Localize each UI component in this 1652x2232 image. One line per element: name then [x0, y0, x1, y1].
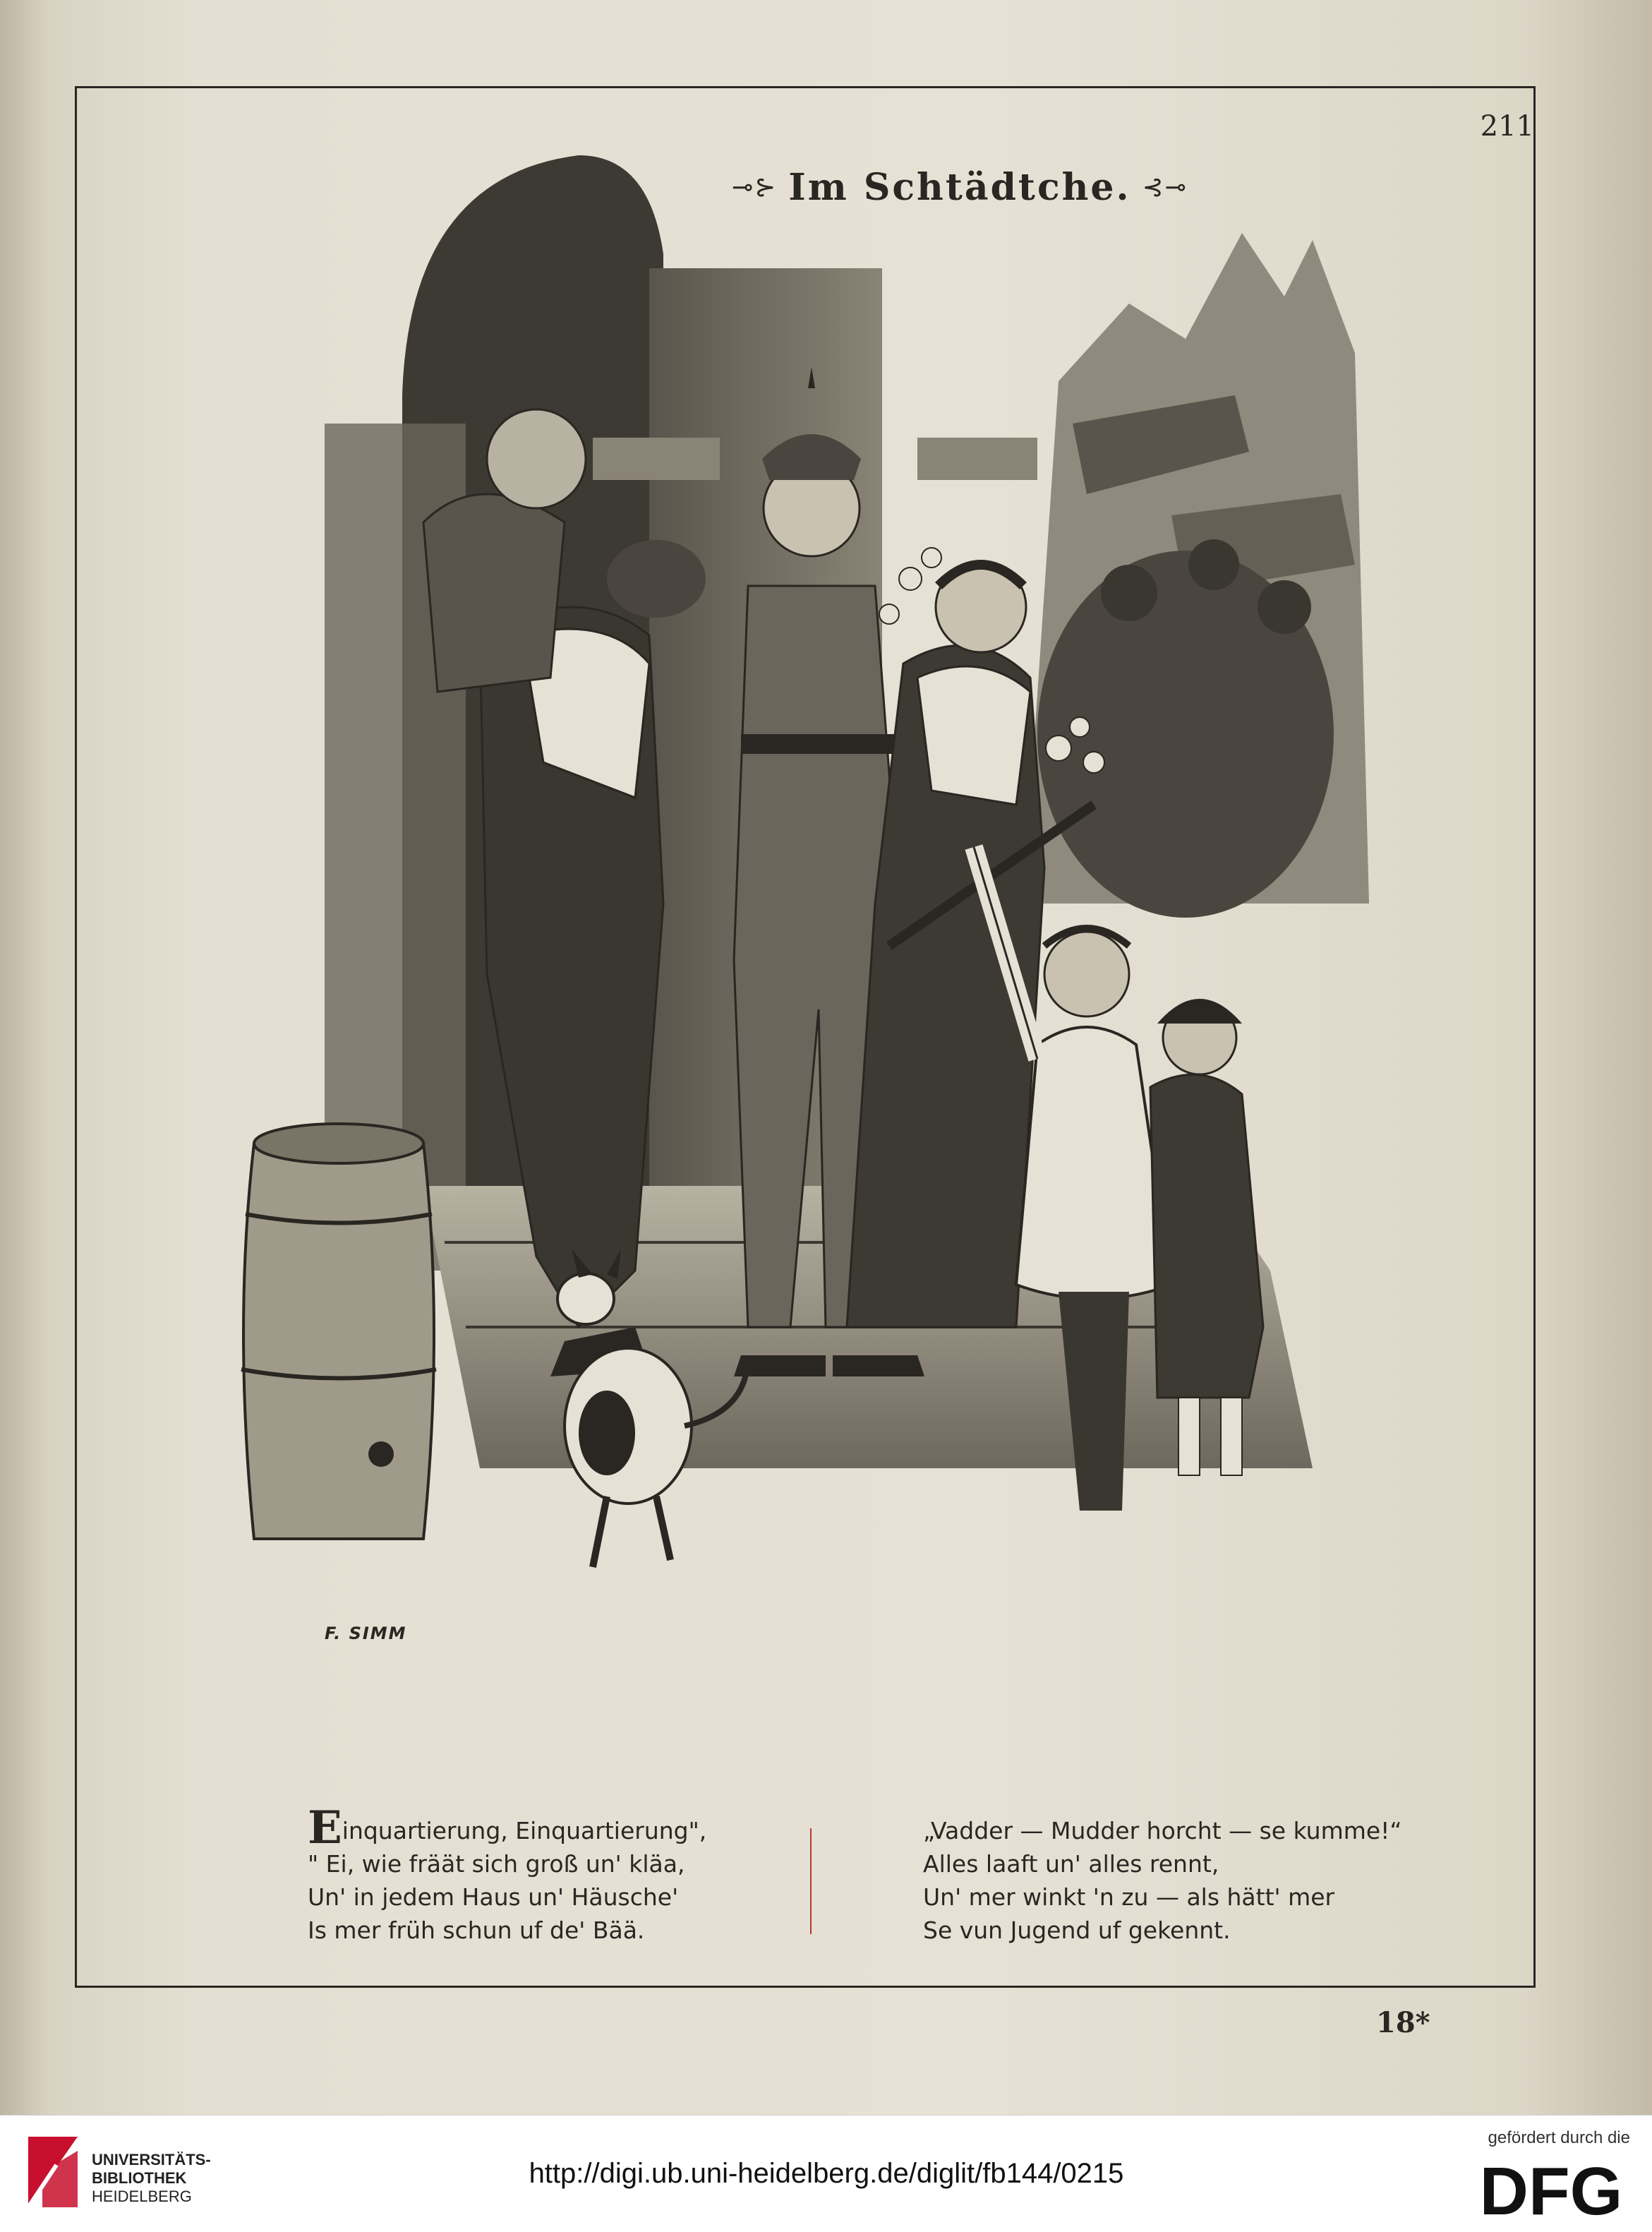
title-ornament-right: ⊰⊸: [1142, 172, 1188, 202]
poem-right-stanza: [923, 1814, 1431, 1947]
viewer-footer: [0, 2115, 1652, 2232]
permalink-url[interactable]: http://digi.ub.uni-heidelberg.de/diglit/fb144/0215: [529, 2158, 1124, 2189]
title-ornament-left: ⊸⊱: [732, 172, 778, 202]
poem-line: Alles laaft un' alles rennt,: [923, 1850, 1219, 1878]
institution-line: HEIDELBERG: [92, 2188, 192, 2205]
university-library-logo-icon[interactable]: [21, 2130, 85, 2214]
poem-line: Is mer früh schun uf de' Bää.: [308, 1916, 645, 1944]
poem-first-line-rest: inquartierung, Einquartierung",: [342, 1817, 707, 1844]
drop-cap: E: [308, 1801, 342, 1854]
institution-line: UNIVERSITÄTS-: [92, 2151, 211, 2168]
barrel: [243, 1144, 434, 1539]
poem-line: " Ei, wie fräät sich groß un' kläa,: [308, 1850, 685, 1878]
poem-left-stanza: [308, 1801, 759, 1947]
poem-line: Se vun Jugend uf gekennt.: [923, 1916, 1231, 1944]
poem-line: [308, 1801, 759, 1854]
poem-line: „Vadder — Mudder horcht — se kumme!“: [923, 1817, 1402, 1844]
page-number: 211: [1480, 110, 1534, 143]
title-text: Im Schtädtche.: [788, 165, 1131, 209]
poem-line: Un' in jedem Haus un' Häusche': [308, 1883, 679, 1911]
engraving-illustration: [212, 127, 1440, 1694]
artist-signature: F. SIMM: [325, 1624, 407, 1643]
institution-line: BIBLIOTHEK: [92, 2169, 187, 2187]
dfg-logo[interactable]: [1466, 2156, 1636, 2224]
funded-by-label: gefördert durch die: [1488, 2128, 1630, 2147]
signature-mark: 18*: [1376, 2006, 1430, 2039]
poem-divider: [810, 1828, 812, 1934]
poem-line: Un' mer winkt 'n zu — als hätt' mer: [923, 1883, 1335, 1911]
university-library-name[interactable]: [92, 2151, 211, 2206]
dfg-logo-text: DFG: [1479, 2156, 1623, 2224]
